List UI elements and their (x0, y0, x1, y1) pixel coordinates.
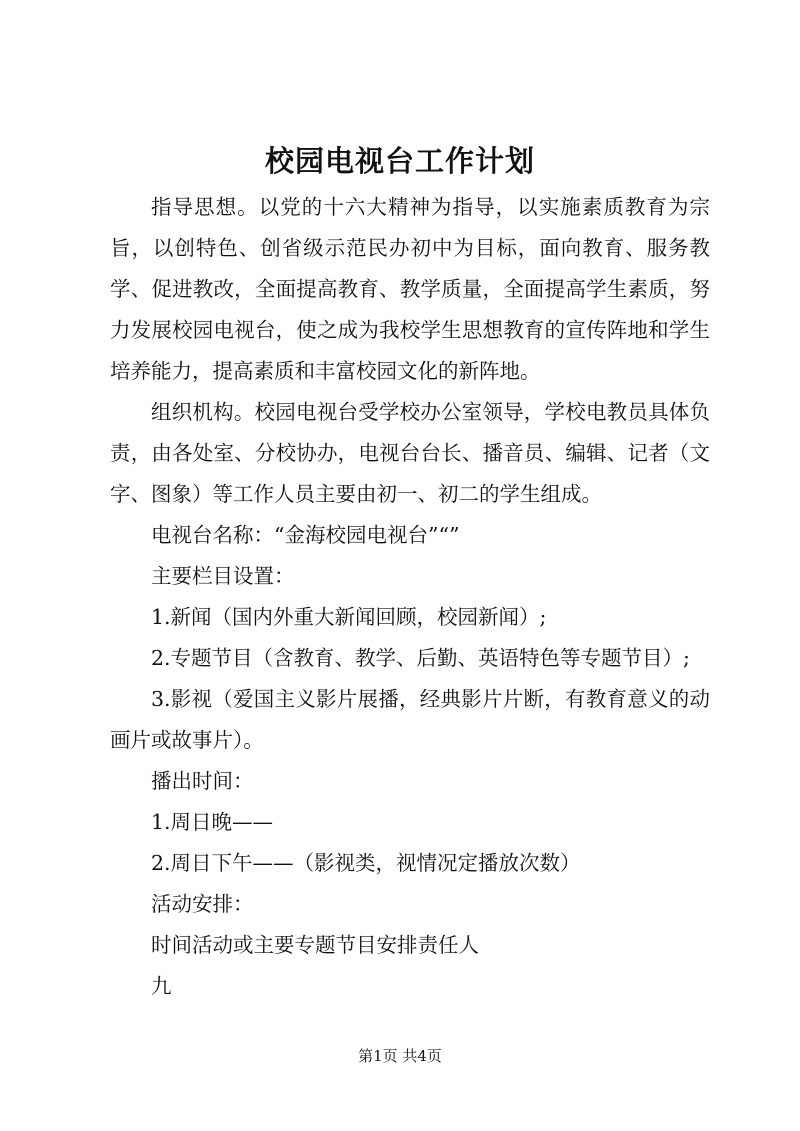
column-item-news: 1.新闻（国内外重大新闻回顾，校园新闻）; (151, 605, 547, 629)
guiding-ideology-paragraph: 指导思想。以党的十六大精神为指导，以实施素质教育为宗旨，以创特色、创省级示范民办初中为目标，面向教育、服务教学、促进教改，全面提高教育、教学质量，全面提高学生素质，努力发展校园电视台，使之成为我校学生思想教育的宣传阵地和学生培养能力，提高素质和丰富校园文化的新阵地。 (110, 195, 710, 383)
document-body (110, 187, 710, 1007)
activity-table-header: 时间活动或主要专题节目安排责任人 (151, 933, 479, 957)
page-footer: 第1页 共4页 (358, 1047, 442, 1065)
document-title: 校园电视台工作计划 (264, 144, 535, 178)
broadcast-heading: 播出时间： (151, 769, 254, 793)
broadcast-item-evening: 1.周日晚—— (151, 810, 274, 834)
organization-paragraph: 组织机构。校园电视台受学校办公室领导，学校电教员具体负责，由各处室、分校协办，电视台台长、播音员、编辑、记者（文字、图象）等工作人员主要由初一、初二的学生组成。 (110, 400, 710, 506)
station-name-line: 电视台名称：“金海校园电视台”“” (151, 523, 460, 547)
column-item-special: 2.专题节目（含教育、教学、后勤、英语特色等专题节目）; (151, 646, 690, 670)
activity-heading: 活动安排： (151, 892, 254, 916)
broadcast-item-afternoon: 2.周日下午——（影视类，视情况定播放次数） (151, 851, 581, 875)
columns-heading: 主要栏目设置： (151, 564, 295, 588)
activity-row: 九 (151, 974, 172, 998)
column-item-film: 3.影视（爱国主义影片展播，经典影片片断，有教育意义的动画片或故事片）。 (110, 687, 710, 752)
